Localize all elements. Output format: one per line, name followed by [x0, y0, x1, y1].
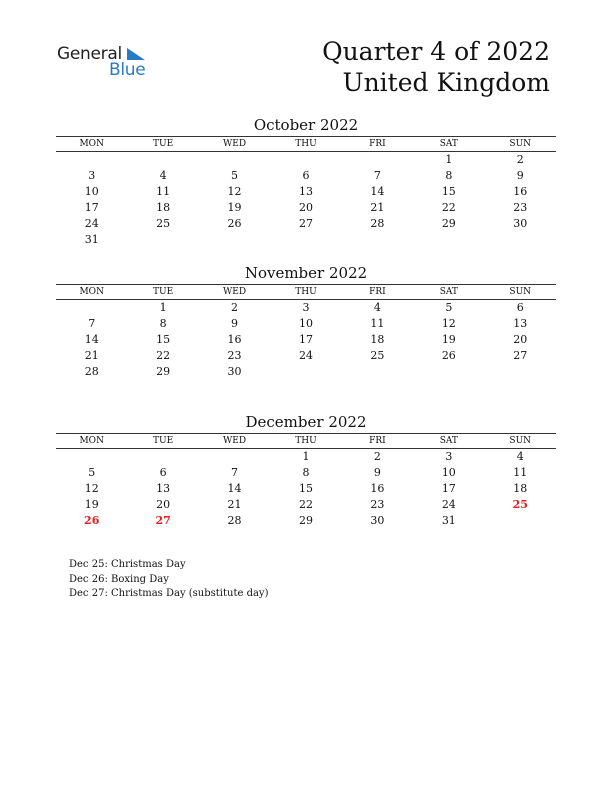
week-row — [56, 513, 556, 529]
day-cell: 29 — [441, 217, 456, 230]
day-cell: 19 — [227, 201, 242, 214]
day-cell: 21 — [227, 498, 242, 511]
day-cell: 6 — [302, 169, 310, 182]
empty-day-cell — [342, 152, 413, 168]
weekday-mon: MON — [79, 436, 104, 446]
day-cell: 1 — [159, 301, 167, 314]
weekday-sun: SUN — [509, 436, 532, 446]
empty-day-cell — [342, 364, 413, 380]
day-cell: 5 — [88, 466, 96, 479]
day-cell: 24 — [298, 349, 313, 362]
day-cell: 13 — [298, 185, 313, 198]
holiday-note: Dec 26: Boxing Day — [69, 573, 169, 585]
day-cell: 28 — [227, 514, 242, 527]
day-cell: 6 — [159, 466, 167, 479]
day-grid — [56, 152, 556, 248]
weekday-tue: TUE — [153, 287, 174, 297]
day-cell: 20 — [156, 498, 171, 511]
day-cell: 20 — [513, 333, 528, 346]
day-cell: 19 — [441, 333, 456, 346]
day-cell: 9 — [373, 466, 381, 479]
day-cell: 26 — [227, 217, 242, 230]
empty-day-cell — [199, 232, 270, 248]
day-cell: 28 — [370, 217, 385, 230]
day-cell: 26 — [441, 349, 456, 362]
page-title — [322, 36, 550, 98]
day-cell: 3 — [302, 301, 310, 314]
logo-word-blue: Blue — [109, 60, 146, 80]
holiday-day-cell: 25 — [512, 498, 528, 511]
day-cell: 28 — [84, 365, 99, 378]
weekday-mon: MON — [79, 287, 104, 297]
day-cell: 17 — [84, 201, 99, 214]
weekday-thu: THU — [295, 287, 317, 297]
weekday-fri: FRI — [369, 287, 386, 297]
day-cell: 16 — [227, 333, 242, 346]
week-row — [56, 184, 556, 200]
day-cell: 13 — [513, 317, 528, 330]
day-cell: 9 — [516, 169, 524, 182]
day-cell: 18 — [370, 333, 385, 346]
empty-day-cell — [199, 449, 270, 465]
weekday-header-row — [56, 433, 556, 449]
day-cell: 6 — [516, 301, 524, 314]
day-cell: 25 — [156, 217, 171, 230]
weekday-thu: THU — [295, 139, 317, 149]
week-row — [56, 168, 556, 184]
weekday-header-row — [56, 136, 556, 152]
week-row — [56, 200, 556, 216]
day-cell: 10 — [298, 317, 313, 330]
empty-day-cell — [413, 232, 484, 248]
empty-day-cell — [342, 232, 413, 248]
day-cell: 18 — [513, 482, 528, 495]
day-grid — [56, 300, 556, 380]
empty-day-cell — [56, 152, 127, 168]
weekday-sat: SAT — [439, 436, 458, 446]
weekday-sat: SAT — [439, 139, 458, 149]
weekday-tue: TUE — [153, 139, 174, 149]
week-row — [56, 152, 556, 168]
empty-day-cell — [56, 449, 127, 465]
empty-day-cell — [127, 152, 198, 168]
day-cell: 9 — [231, 317, 239, 330]
week-row — [56, 364, 556, 380]
week-row — [56, 332, 556, 348]
day-cell: 2 — [373, 450, 381, 463]
day-cell: 22 — [441, 201, 456, 214]
day-cell: 23 — [370, 498, 385, 511]
day-cell: 31 — [441, 514, 456, 527]
day-cell: 20 — [298, 201, 313, 214]
week-row — [56, 216, 556, 232]
day-cell: 17 — [298, 333, 313, 346]
day-cell: 21 — [84, 349, 99, 362]
week-row — [56, 465, 556, 481]
empty-day-cell — [127, 232, 198, 248]
week-row — [56, 449, 556, 465]
day-cell: 25 — [370, 349, 385, 362]
day-cell: 3 — [88, 169, 96, 182]
day-cell: 30 — [513, 217, 528, 230]
weekday-sun: SUN — [509, 139, 532, 149]
weekday-sun: SUN — [509, 287, 532, 297]
day-cell: 2 — [516, 153, 524, 166]
weekday-header-row — [56, 284, 556, 300]
day-cell: 14 — [370, 185, 385, 198]
day-cell: 29 — [298, 514, 313, 527]
day-cell: 2 — [231, 301, 239, 314]
day-cell: 3 — [445, 450, 453, 463]
day-cell: 24 — [84, 217, 99, 230]
day-cell: 22 — [298, 498, 313, 511]
day-cell: 7 — [231, 466, 239, 479]
day-cell: 27 — [298, 217, 313, 230]
day-cell: 8 — [445, 169, 453, 182]
day-cell: 22 — [156, 349, 171, 362]
day-cell: 18 — [156, 201, 171, 214]
weekday-wed: WED — [223, 436, 247, 446]
month-title: October 2022 — [253, 116, 359, 134]
day-cell: 30 — [227, 365, 242, 378]
day-cell: 24 — [441, 498, 456, 511]
holiday-note: Dec 27: Christmas Day (substitute day) — [69, 588, 269, 599]
week-row — [56, 232, 556, 248]
holiday-notes — [69, 558, 268, 602]
day-cell: 14 — [227, 482, 242, 495]
title-country: United Kingdom — [342, 68, 550, 97]
month-november — [56, 263, 556, 380]
holiday-note: Dec 25: Christmas Day — [69, 559, 186, 570]
empty-day-cell — [270, 232, 341, 248]
day-cell: 5 — [445, 301, 453, 314]
empty-day-cell — [270, 152, 341, 168]
empty-day-cell — [485, 364, 556, 380]
day-grid — [56, 449, 556, 529]
week-row — [56, 348, 556, 364]
title-quarter: Quarter 4 of 2022 — [322, 37, 550, 66]
weekday-tue: TUE — [153, 436, 174, 446]
weekday-sat: SAT — [439, 287, 458, 297]
empty-day-cell — [56, 300, 127, 316]
empty-day-cell — [270, 364, 341, 380]
week-row — [56, 316, 556, 332]
day-cell: 29 — [156, 365, 171, 378]
month-title: December 2022 — [245, 413, 367, 431]
day-cell: 27 — [513, 349, 528, 362]
day-cell: 11 — [513, 466, 528, 479]
day-cell: 12 — [227, 185, 242, 198]
month-december — [56, 412, 556, 529]
day-cell: 4 — [159, 169, 167, 182]
weekday-mon: MON — [79, 139, 104, 149]
day-cell: 16 — [513, 185, 528, 198]
day-cell: 30 — [370, 514, 385, 527]
day-cell: 10 — [84, 185, 99, 198]
day-cell: 14 — [84, 333, 99, 346]
holiday-day-cell: 26 — [84, 514, 100, 527]
day-cell: 4 — [516, 450, 524, 463]
day-cell: 7 — [88, 317, 96, 330]
day-cell: 21 — [370, 201, 385, 214]
day-cell: 23 — [513, 201, 528, 214]
day-cell: 11 — [370, 317, 385, 330]
week-row — [56, 497, 556, 513]
month-october — [56, 115, 556, 248]
empty-day-cell — [127, 449, 198, 465]
day-cell: 19 — [84, 498, 99, 511]
month-title: November 2022 — [244, 264, 368, 282]
empty-day-cell — [485, 232, 556, 248]
day-cell: 5 — [231, 169, 239, 182]
day-cell: 11 — [156, 185, 171, 198]
day-cell: 13 — [156, 482, 171, 495]
day-cell: 15 — [156, 333, 171, 346]
day-cell: 8 — [159, 317, 167, 330]
day-cell: 15 — [441, 185, 456, 198]
day-cell: 12 — [84, 482, 99, 495]
day-cell: 10 — [441, 466, 456, 479]
logo-word-general: General — [57, 44, 122, 64]
day-cell: 31 — [84, 233, 99, 246]
day-cell: 16 — [370, 482, 385, 495]
day-cell: 12 — [441, 317, 456, 330]
day-cell: 4 — [373, 301, 381, 314]
weekday-wed: WED — [223, 139, 247, 149]
empty-day-cell — [199, 152, 270, 168]
weekday-fri: FRI — [369, 139, 386, 149]
empty-day-cell — [485, 513, 556, 529]
weekday-fri: FRI — [369, 436, 386, 446]
weekday-thu: THU — [295, 436, 317, 446]
day-cell: 8 — [302, 466, 310, 479]
day-cell: 17 — [441, 482, 456, 495]
day-cell: 1 — [445, 153, 453, 166]
day-cell: 23 — [227, 349, 242, 362]
holiday-day-cell: 27 — [155, 514, 171, 527]
day-cell: 1 — [302, 450, 310, 463]
day-cell: 15 — [298, 482, 313, 495]
empty-day-cell — [413, 364, 484, 380]
day-cell: 7 — [373, 169, 381, 182]
week-row — [56, 481, 556, 497]
weekday-wed: WED — [223, 287, 247, 297]
week-row — [56, 300, 556, 316]
generalblue-logo — [57, 44, 157, 84]
